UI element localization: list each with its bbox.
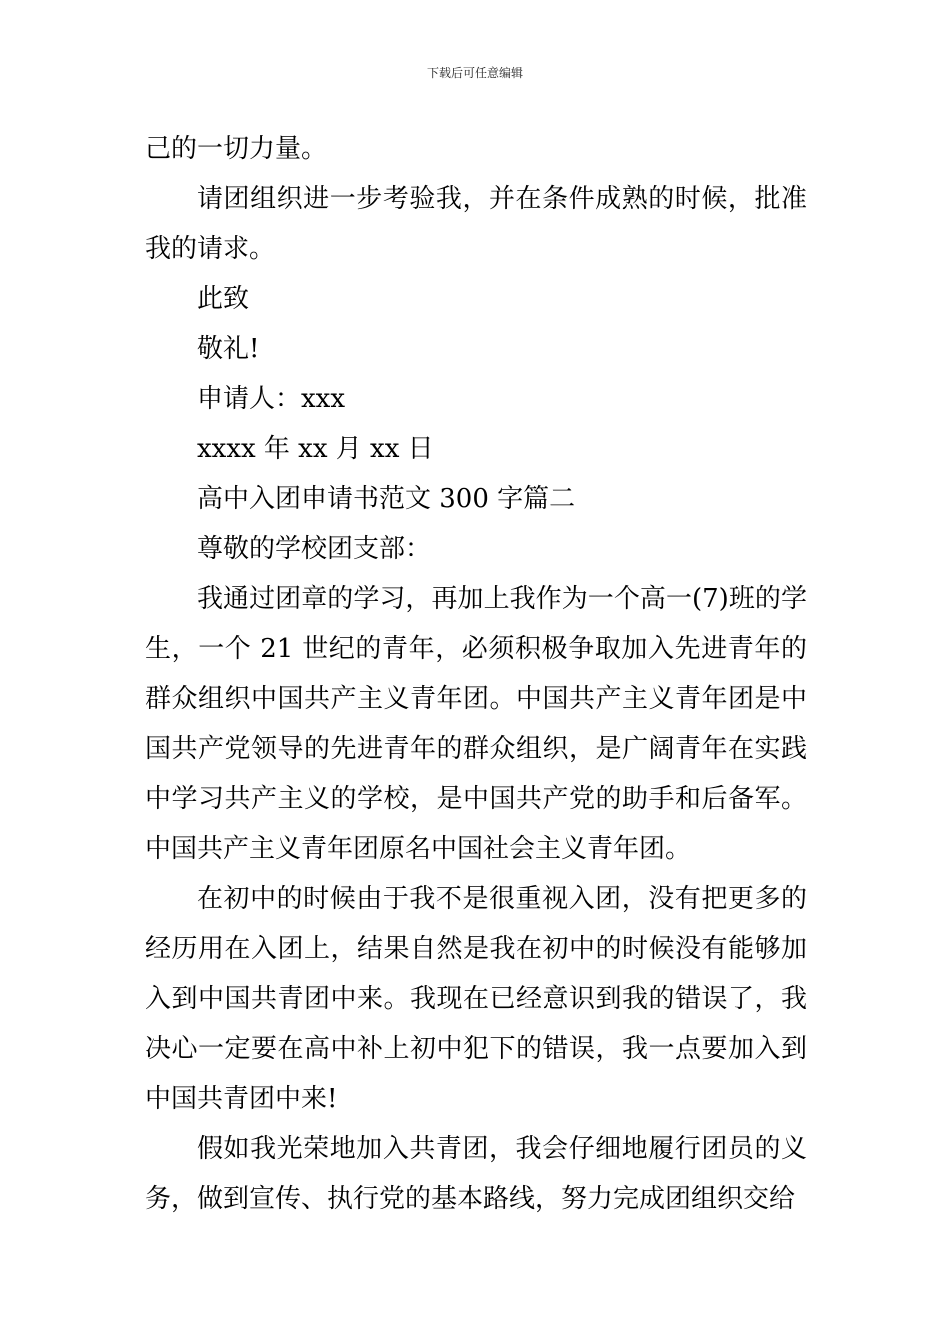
- date-line: xxxx 年 xx 月 xx 日: [197, 434, 434, 464]
- paragraph-9: 我通过团章的学习，再加上我作为一个高一(7)班的学生，一个 21 世纪的青年，必须积极争取加入先进青年的群众组织中国共产主义青年团。中国共产主义青年团是中国共产党领导的先进青年的群众组织，是广阔青年在实践中学习共产主义的学校，是中国共产党的助手和后备军。中国共产主义青年团原名中国社会主义青年团。: [145, 584, 807, 864]
- salutation-cizhi: 此致: [197, 284, 250, 314]
- paragraph-2: 请团组织进一步考验我，并在条件成熟的时候，批准我的请求。: [145, 184, 807, 264]
- paragraph-1: 己的一切力量。: [145, 134, 328, 164]
- applicant-line: 申请人：xxx: [197, 384, 345, 414]
- page-header: 下载后可任意编辑: [426, 66, 523, 80]
- section-title: 高中入团申请书范文 300 字篇二: [197, 484, 576, 514]
- greeting-line: 尊敬的学校团支部：: [197, 534, 432, 564]
- document-body: [145, 124, 807, 1224]
- paragraph-10: 在初中的时候由于我不是很重视入团，没有把更多的经历用在入团上，结果自然是我在初中的时候没有能够加入到中国共青团中来。我现在已经意识到我的错误了，我决心一定要在高中补上初中犯下的错误，我一点要加入到中国共青团中来!: [145, 884, 807, 1114]
- paragraph-11: 假如我光荣地加入共青团，我会仔细地履行团员的义务，做到宣传、执行党的基本路线，努力完成团组织交给: [145, 1134, 807, 1214]
- salutation-jingli: 敬礼!: [197, 334, 260, 364]
